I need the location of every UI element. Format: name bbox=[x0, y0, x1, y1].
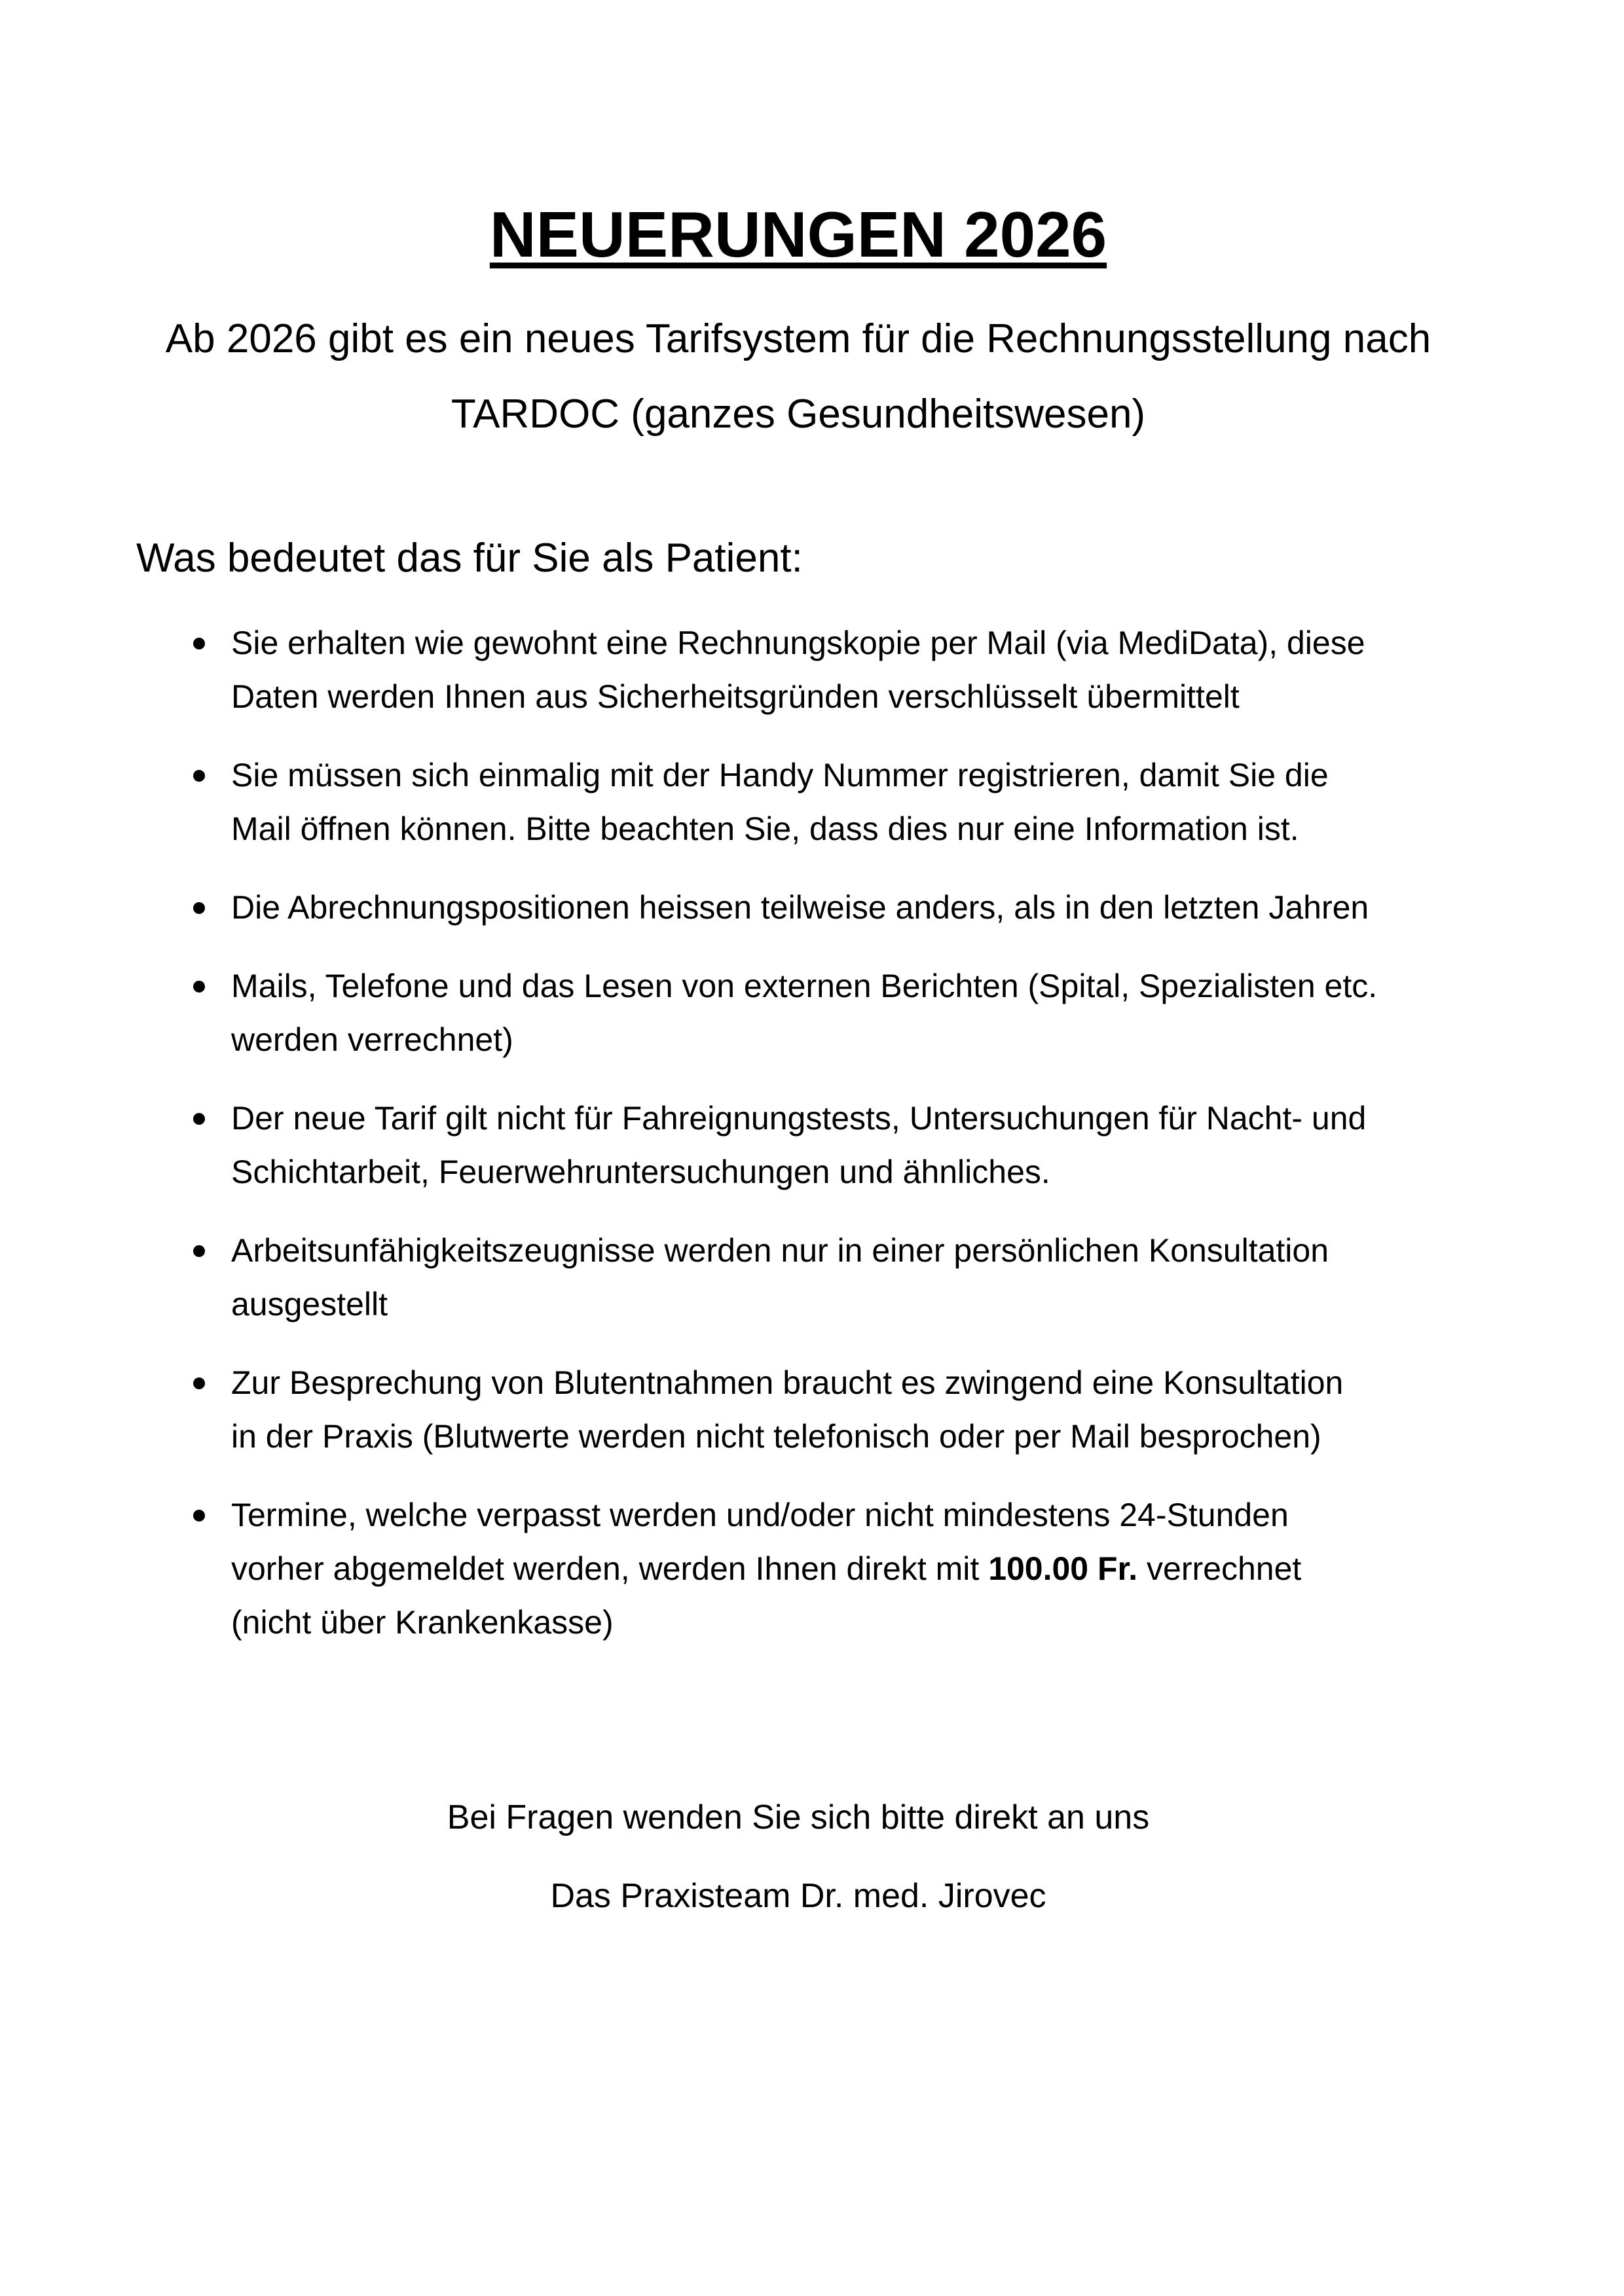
list-item bbox=[136, 881, 1460, 934]
bullet-icon bbox=[193, 1510, 205, 1522]
bullet-line-prefix: vorher abgemeldet werden, werden Ihnen direkt mit bbox=[231, 1550, 989, 1587]
bullet-line: werden verrechnet) bbox=[231, 1021, 513, 1058]
bullet-icon bbox=[193, 981, 205, 993]
bullet-line: Daten werden Ihnen aus Sicherheitsgründen verschlüsselt übermittelt bbox=[231, 678, 1240, 715]
signature: Das Praxisteam Dr. med. Jirovec bbox=[550, 1877, 1046, 1915]
bullet-line: Der neue Tarif gilt nicht für Fahreignungstests, Untersuchungen für Nacht- und bbox=[231, 1100, 1367, 1137]
bullet-line: Sie müssen sich einmalig mit der Handy Nummer registrieren, damit Sie die bbox=[231, 757, 1329, 793]
list-item bbox=[136, 1224, 1460, 1331]
bullet-line: ausgestellt bbox=[231, 1286, 388, 1322]
bullet-icon bbox=[193, 770, 205, 782]
page-title-text: NEUERUNGEN 2026 bbox=[489, 198, 1107, 270]
bullet-line: Zur Besprechung von Blutentnahmen braucht es zwingend eine Konsultation bbox=[231, 1364, 1344, 1401]
bullet-line: Mail öffnen können. Bitte beachten Sie, dass dies nur eine Information ist. bbox=[231, 811, 1299, 847]
list-item bbox=[136, 959, 1460, 1066]
subtitle-line: Ab 2026 gibt es ein neues Tarifsystem für die Rechnungsstellung nach bbox=[165, 316, 1431, 361]
list-item bbox=[136, 616, 1460, 723]
list-item bbox=[136, 1091, 1460, 1199]
list-item bbox=[136, 1488, 1460, 1649]
page-title bbox=[136, 198, 1460, 272]
list-item bbox=[136, 748, 1460, 856]
fee-amount: 100.00 Fr. bbox=[988, 1550, 1138, 1587]
bullet-list bbox=[136, 616, 1460, 1649]
bullet-icon bbox=[193, 1113, 205, 1125]
bullet-icon bbox=[193, 902, 205, 914]
bullet-line: (nicht über Krankenkasse) bbox=[231, 1604, 614, 1641]
bullet-line: in der Praxis (Blutwerte werden nicht telefonisch oder per Mail besprochen) bbox=[231, 1418, 1321, 1455]
bullet-icon bbox=[193, 638, 205, 649]
bullet-line-suffix: verrechnet bbox=[1137, 1550, 1302, 1587]
bullet-line: Arbeitsunfähigkeitszeugnisse werden nur in einer persönlichen Konsultation bbox=[231, 1232, 1329, 1269]
bullet-icon bbox=[193, 1377, 205, 1389]
subtitle bbox=[136, 301, 1460, 452]
subtitle-line: TARDOC (ganzes Gesundheitswesen) bbox=[451, 392, 1146, 437]
footer-note: Bei Fragen wenden Sie sich bitte direkt an uns bbox=[447, 1798, 1150, 1836]
bullet-line: Die Abrechnungspositionen heissen teilweise anders, als in den letzten Jahren bbox=[231, 889, 1369, 926]
section-heading: Was bedeutet das für Sie als Patient: bbox=[136, 536, 803, 581]
list-item bbox=[136, 1356, 1460, 1463]
bullet-line: Termine, welche verpasst werden und/oder nicht mindestens 24-Stunden bbox=[231, 1497, 1289, 1533]
bullet-line bbox=[231, 1542, 1460, 1595]
bullet-icon bbox=[193, 1245, 205, 1257]
bullet-line: Schichtarbeit, Feuerwehruntersuchungen und ähnliches. bbox=[231, 1154, 1050, 1190]
bullet-line: Mails, Telefone und das Lesen von externen Berichten (Spital, Spezialisten etc. bbox=[231, 968, 1378, 1004]
bullet-line: Sie erhalten wie gewohnt eine Rechnungskopie per Mail (via MediData), diese bbox=[231, 625, 1365, 661]
